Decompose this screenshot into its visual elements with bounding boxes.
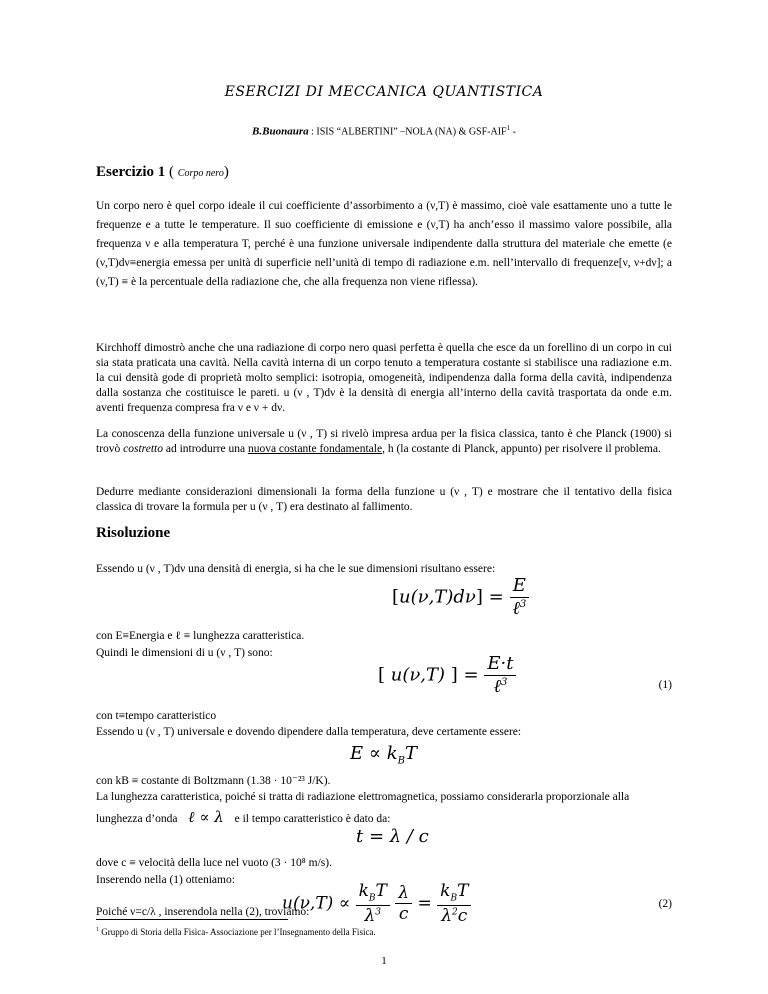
footnote-rule bbox=[96, 919, 288, 920]
equation-2: u(ν,T) ∝ $\frac{k_BT}{\lambda^3}$ $\frac{\lambda}{c}$ = $\frac{k_BT}{\lambda^2c}$ bbox=[282, 882, 471, 926]
footnote-text: Gruppo di Storia della Fisica- Associazione per l’Insegnamento della Fisica. bbox=[101, 927, 376, 937]
equation-1-number: (1) bbox=[658, 679, 672, 691]
author-footnote-mark: 1 bbox=[506, 124, 511, 132]
solution-line-2: con E≡Energia e ℓ ≡ lunghezza caratteristica. bbox=[96, 630, 305, 642]
exercise-heading: Esercizio 1 ( Corpo nero) bbox=[96, 164, 229, 180]
page-title: ESERCIZI DI MECCANICA QUANTISTICA bbox=[224, 84, 544, 100]
equation-energy-kt: $E \propto k_BT$ bbox=[350, 743, 418, 767]
solution-heading: Risoluzione bbox=[96, 525, 171, 541]
solution-line-5: Essendo u (ν , T) universale e dovendo dipendere dalla temperatura, deve certamente essere: bbox=[96, 726, 522, 738]
author-line bbox=[0, 124, 768, 137]
equation-energy-density: [u(ν,T)dν] = $\frac{E}{\ell^3}$ bbox=[392, 576, 529, 619]
page-number: 1 bbox=[381, 955, 387, 967]
paragraph-kirchhoff: Kirchhoff dimostrò anche che una radiazione di corpo nero quasi perfetta è quella che esce da un forellino di un corpo in cui sia stata praticata una cavità. Nella cavità interna di un corpo tenuto a temperatura costante si stabilisce una radiazione e.m. la cui densità gode di proprietà molto semplici: isotropia, omogeneità, indipendenza dalla forma della cavità, indipendenza dalla sostanza che costituisce le pareti. u (ν , T)dν è la densità di energia all’interno della cavità trasportata da onde e.m. aventi frequenza compresa fra ν e ν + dν. bbox=[96, 342, 672, 414]
exercise-heading-text: Esercizio 1 bbox=[96, 164, 166, 180]
planck-text-e: , h (la costante di Planck, appunto) per risolvere il problema. bbox=[382, 443, 661, 455]
author-name: B.Buonaura bbox=[252, 125, 309, 138]
solution-line-8 bbox=[96, 808, 672, 827]
paragraph-intro: Un corpo nero è quel corpo ideale il cui coefficiente d’assorbimento a (ν,T) è massimo, cioè vale esattamente uno a tutte le frequenze e a tutte le temperature. Il suo coefficiente di emissione e (ν,T) ha anch’esso il massimo valore possibile, alla frequenza ν e alla temperatura T, perché è una funzione universale indipendente dalla struttura del materiale che emette (e (ν,T)dν≡energia emessa per unità di superficie nell’unità di tempo di radiazione e.m. nell’intervallo di frequenze[ν, ν+dν]; a (ν,T) ≡ è la percentuale della radiazione che, che alla frequenza non viene riflessa). bbox=[96, 200, 672, 288]
solution-line-10: Inserendo nella (1) otteniamo: bbox=[96, 874, 235, 886]
equation-length-lambda: ℓ ∝ λ bbox=[188, 808, 224, 826]
planck-text-a: La conoscenza della funzione universale u (ν , T) si rivelò impresa ardua per la fisica classica, tanto è che Planck (1900) si trovò bbox=[96, 428, 672, 455]
solution-line-6: con kB ≡ costante di Boltzmann (1.38 · 10⁻²³ J/K). bbox=[96, 775, 331, 787]
footnote-mark: 1 bbox=[96, 927, 99, 933]
solution-line-1: Essendo u (ν , T)dν una densità di energia, si ha che le sue dimensioni risultano essere: bbox=[96, 563, 496, 575]
equation-time: t = λ / c bbox=[356, 826, 429, 847]
planck-text-c: ad introdurre una bbox=[162, 443, 248, 455]
solution-line-4: con t≡tempo caratteristico bbox=[96, 710, 217, 722]
author-affiliation: : ISIS “ALBERTINI” –NOLA (NA) & GSF-AIF bbox=[311, 126, 507, 138]
equation-1: [ u(ν,T) ] = $\frac{E\cdot t}{\ell^3}$ bbox=[378, 654, 516, 697]
footnote bbox=[96, 927, 376, 937]
planck-text-b: costretto bbox=[123, 443, 163, 455]
solution-line-3: Quindi le dimensioni di u (ν , T) sono: bbox=[96, 647, 273, 659]
solution-line-8b: e il tempo caratteristico è dato da: bbox=[234, 813, 391, 825]
equation-2-number: (2) bbox=[658, 898, 672, 910]
exercise-subtitle: Corpo nero bbox=[177, 168, 224, 179]
solution-line-11: Poiché ν=c/λ , inserendola nella (2), troviamo: bbox=[96, 906, 310, 918]
planck-text-d: nuova costante fondamentale bbox=[247, 443, 383, 455]
author-trailing: - bbox=[510, 126, 516, 138]
solution-line-7: La lunghezza caratteristica, poiché si tratta di radiazione elettromagnetica, possiamo considerarla proporzionale alla bbox=[96, 791, 630, 803]
paragraph-planck bbox=[96, 427, 672, 457]
paragraph-task: Dedurre mediante considerazioni dimensionali la forma della funzione u (ν , T) e mostrare che il tentativo della fisica classica di trovare la formula per u (ν , T) era destinato al fallimento. bbox=[96, 486, 672, 513]
solution-line-8a: lunghezza d’onda bbox=[96, 813, 178, 825]
solution-line-9: dove c ≡ velocità della luce nel vuoto (3 · 10⁸ m/s). bbox=[96, 857, 332, 869]
